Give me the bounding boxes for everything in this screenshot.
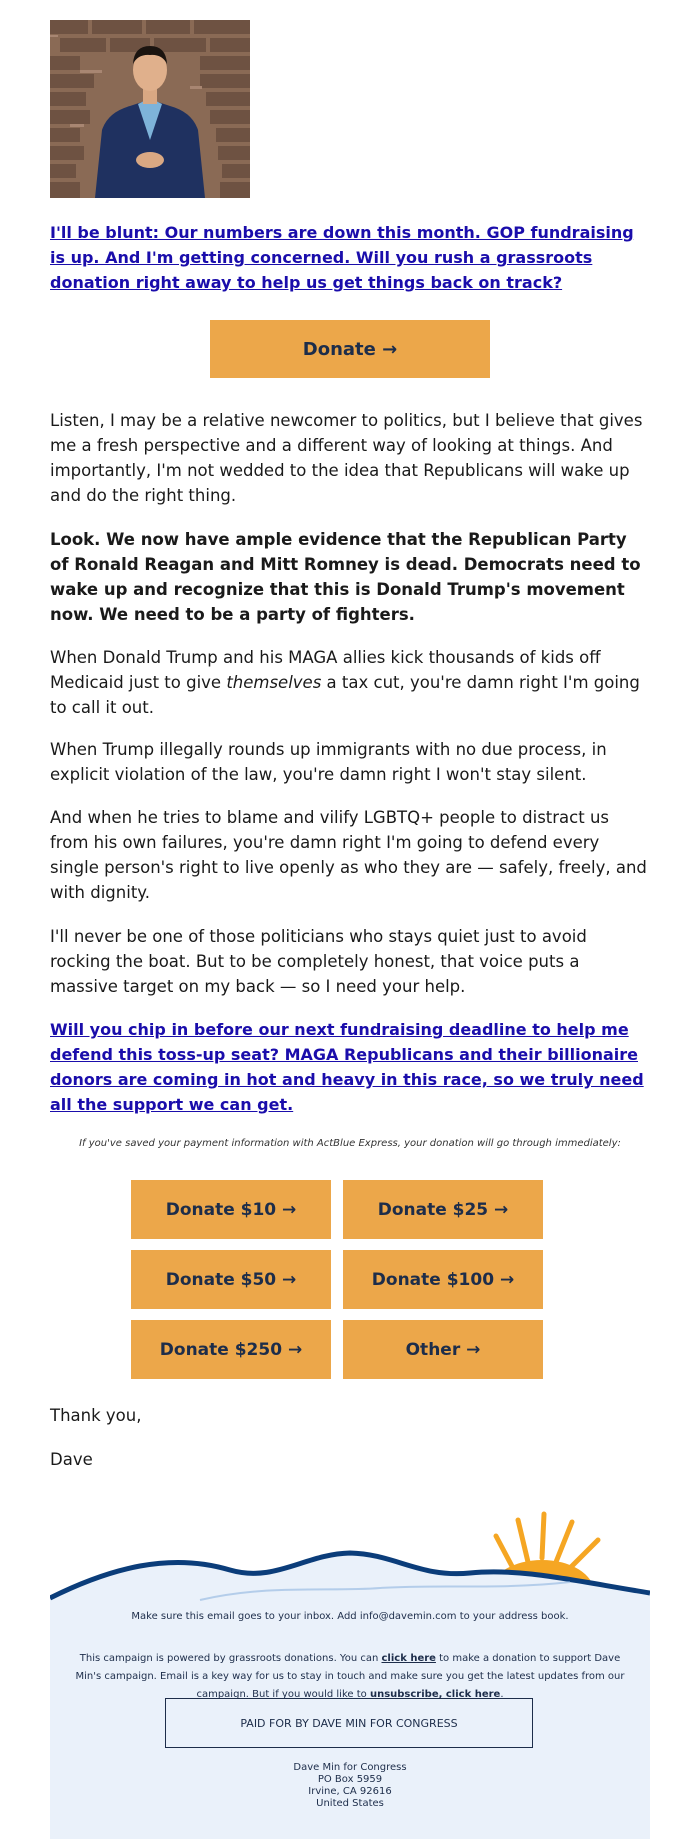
donate-other-button[interactable]: Other →	[343, 1320, 543, 1379]
click-here-donate-link[interactable]: click here	[381, 1653, 436, 1664]
donate-button[interactable]: Donate →	[210, 320, 490, 378]
grassroots-note	[70, 1650, 630, 1704]
address-line: Dave Min for Congress	[293, 1762, 407, 1773]
address-line: Irvine, CA 92616	[308, 1786, 392, 1797]
lead-donation-link[interactable]: I'll be blunt: Our numbers are down this month. GOP fundraising is up. And I'm getting concerned. Will you rush a grassroots donation right away to help us get things back on track?	[50, 223, 634, 292]
address-line: PO Box 5959	[317, 1774, 383, 1785]
inbox-note: Make sure this email goes to your inbox. Add info@davemin.com to your address book.	[131, 1611, 569, 1622]
address-line: United States	[316, 1798, 384, 1809]
donation-amount-grid	[131, 1180, 543, 1379]
actblue-express-note: If you've saved your payment information with ActBlue Express, your donation will go through immediately:	[79, 1138, 621, 1149]
paragraph-medicaid	[50, 645, 650, 720]
unsubscribe-link[interactable]: unsubscribe, click here	[369, 1689, 501, 1700]
p3-before: When Donald Trump and his MAGA allies kick thousands of kids off Medicaid just to give	[50, 648, 601, 692]
signoff-name: Dave	[50, 1450, 93, 1469]
donate-50-button[interactable]: Donate $50 →	[131, 1250, 331, 1309]
p3-emphasis: themselves	[226, 673, 322, 692]
paid-for-disclaimer: PAID FOR BY DAVE MIN FOR CONGRESS	[165, 1698, 533, 1748]
paragraph-party-of-fighters: Look. We now have ample evidence that the Republican Party of Ronald Reagan and Mitt Romney is dead. Democrats need to wake up and recognize that this is Donald Trump's movement now. We need to be a party of fighters.	[50, 530, 641, 624]
mailing-address	[50, 1762, 650, 1810]
paragraph-newcomer: Listen, I may be a relative newcomer to politics, but I believe that gives me a fresh perspective and a different way of looking at things. And importantly, I'm not wedded to the idea that Republicans will wake up and do the right thing.	[50, 411, 643, 505]
candidate-photo	[50, 20, 250, 198]
powered-before: This campaign is powered by grassroots donations. You can	[79, 1653, 382, 1664]
donate-10-button[interactable]: Donate $10 →	[131, 1180, 331, 1239]
paragraph-lgbtq: And when he tries to blame and vilify LGBTQ+ people to distract us from his own failures, you're damn right I'm going to defend every single person's right to live openly as who they are — safely, freely, and with dignity.	[50, 808, 647, 902]
paragraph-need-help: I'll never be one of those politicians who stays quiet just to avoid rocking the boat. But to be completely honest, that voice puts a massive target on my back — so I need your help.	[50, 927, 587, 996]
powered-mid: to make a donation to support Dave Min's campaign. Email is a key way for us to stay in touch and make sure you get the latest updates from our campaign. But if you would like to	[75, 1653, 625, 1700]
footer	[50, 1500, 650, 1839]
sunrise-wave-icon	[50, 1500, 650, 1610]
signoff-thanks: Thank you,	[50, 1406, 142, 1425]
powered-end: .	[500, 1689, 504, 1700]
chip-in-link[interactable]: Will you chip in before our next fundraising deadline to help me defend this toss-up seat? MAGA Republicans and their billionaire donors are coming in hot and heavy in this race, so we truly need all the support we can get.	[50, 1020, 644, 1114]
p3-after: a tax cut, you're damn right I'm going to call it out.	[50, 673, 640, 717]
paragraph-immigrants: When Trump illegally rounds up immigrants with no due process, in explicit violation of the law, you're damn right I won't stay silent.	[50, 740, 607, 784]
donate-250-button[interactable]: Donate $250 →	[131, 1320, 331, 1379]
donate-100-button[interactable]: Donate $100 →	[343, 1250, 543, 1309]
donate-25-button[interactable]: Donate $25 →	[343, 1180, 543, 1239]
